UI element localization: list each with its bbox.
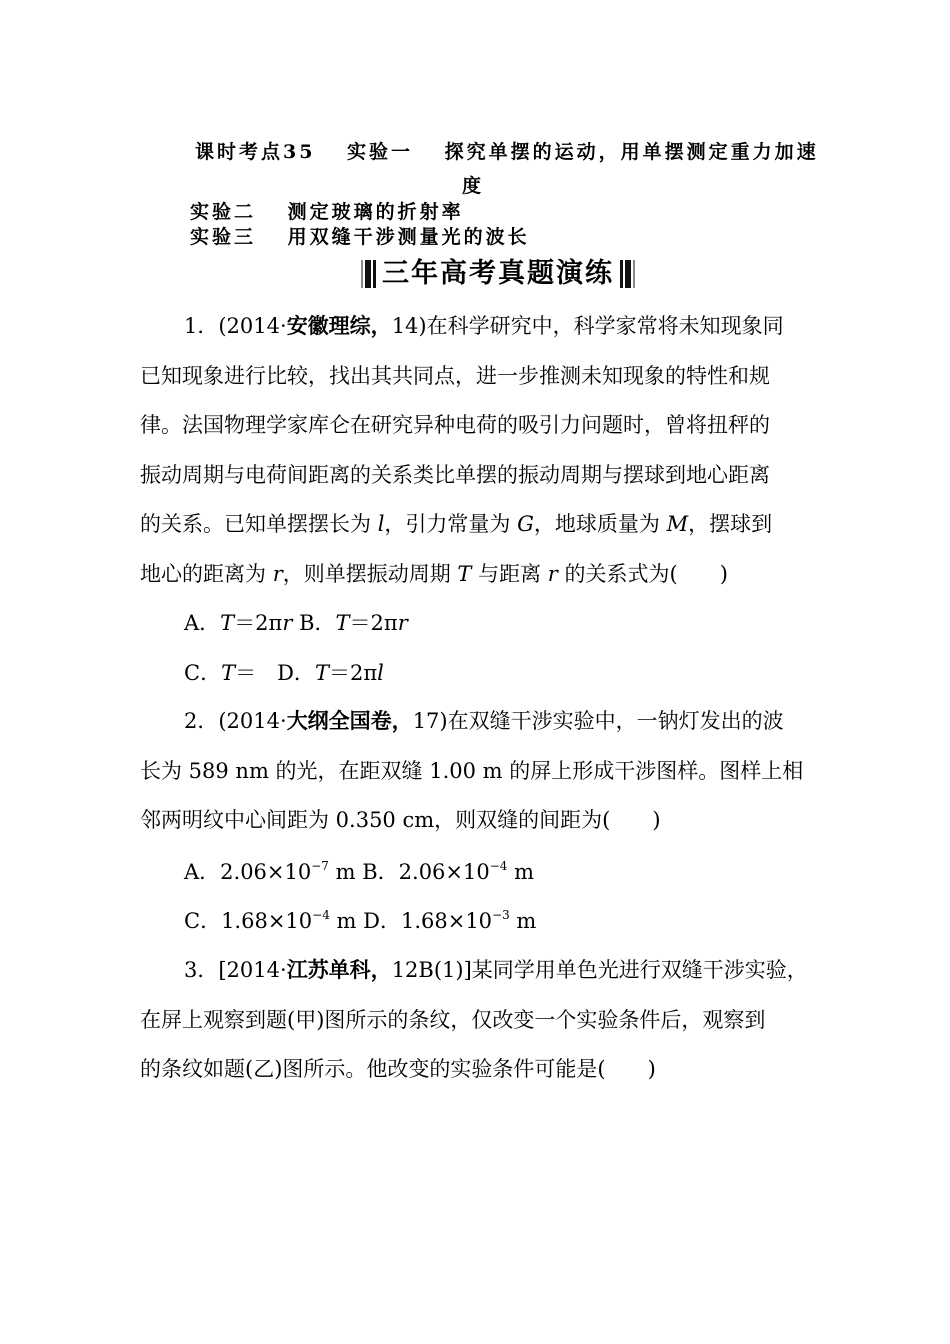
lesson-title-line-4: 实验三 用双缝干涉测量光的波长 bbox=[190, 226, 530, 248]
banner-left-bars-icon bbox=[361, 260, 376, 288]
q2-options-ab: A．$2.06\times 10^{-7}$ m B．$2.06\times 10^{-4}$ m bbox=[184, 859, 535, 884]
q3-line-2: 在屏上观察到题(甲)图所示的条纹，仅改变一个实验条件后，观察到 bbox=[140, 1007, 766, 1032]
q1-line-2: 已知现象进行比较，找出其共同点，进一步推测未知现象的特性和规 bbox=[140, 363, 770, 388]
section-title: 三年高考真题演练 bbox=[382, 258, 614, 289]
question-1 bbox=[140, 302, 820, 599]
q2-line-2: 长为 589 nm 的光，在距双缝 1.00 m 的屏上形成干涉图样。图样上相 bbox=[140, 758, 804, 783]
question-2 bbox=[140, 697, 820, 846]
lesson-title-line-2: 度 bbox=[462, 175, 485, 197]
q1-source: 安徽理综， bbox=[286, 314, 392, 338]
q1-line-1: 1．(2014·安徽理综，14)在科学研究中，科学家常将未知现象同 bbox=[184, 314, 784, 338]
q2-source: 大纲全国卷， bbox=[286, 709, 413, 733]
q3-line-3: 的条纹如题(乙)图所示。他改变的实验条件可能是( ) bbox=[140, 1057, 656, 1081]
q2-options-cd: C．$1.68\times 10^{-4}$ m D．$1.68\times 10^{-3}$ m bbox=[184, 908, 537, 933]
question-3 bbox=[140, 946, 820, 1095]
q1-line-3: 律。法国物理学家库仑在研究异种电荷的吸引力问题时，曾将扭秤的 bbox=[140, 413, 770, 437]
q2-line-1: 2．(2014·大纲全国卷，17)在双缝干涉实验中，一钠灯发出的波 bbox=[184, 709, 784, 733]
q3-source: 江苏单科， bbox=[286, 958, 392, 982]
q1-options-ab: A．T＝2πr B．T＝2πr bbox=[184, 611, 408, 635]
q3-line-1: 3．[2014·江苏单科，12B(1)]某同学用单色光进行双缝干涉实验， bbox=[184, 958, 808, 982]
q1-options-cd: C．T＝ D．T＝2πl bbox=[184, 661, 384, 685]
lesson-title-line-3: 实验二 测定玻璃的折射率 bbox=[190, 201, 464, 223]
section-banner bbox=[350, 256, 646, 292]
q1-line-6: 地心的距离为 r，则单摆振动周期 T 与距离 r 的关系式为( ) bbox=[140, 561, 728, 586]
q1-line-5: 的关系。已知单摆摆长为 l，引力常量为 G，地球质量为 M，摆球到 bbox=[140, 512, 773, 536]
lesson-title-line-1: 课时考点35 实验一 探究单摆的运动，用单摆测定重力加速 bbox=[195, 141, 819, 163]
q2-line-3: 邻两明纹中心间距为 0.350 cm，则双缝的间距为( ) bbox=[140, 808, 661, 832]
q1-line-4: 振动周期与电荷间距离的关系类比单摆的振动周期与摆球到地心距离 bbox=[140, 462, 770, 487]
banner-right-bars-icon bbox=[620, 260, 635, 288]
